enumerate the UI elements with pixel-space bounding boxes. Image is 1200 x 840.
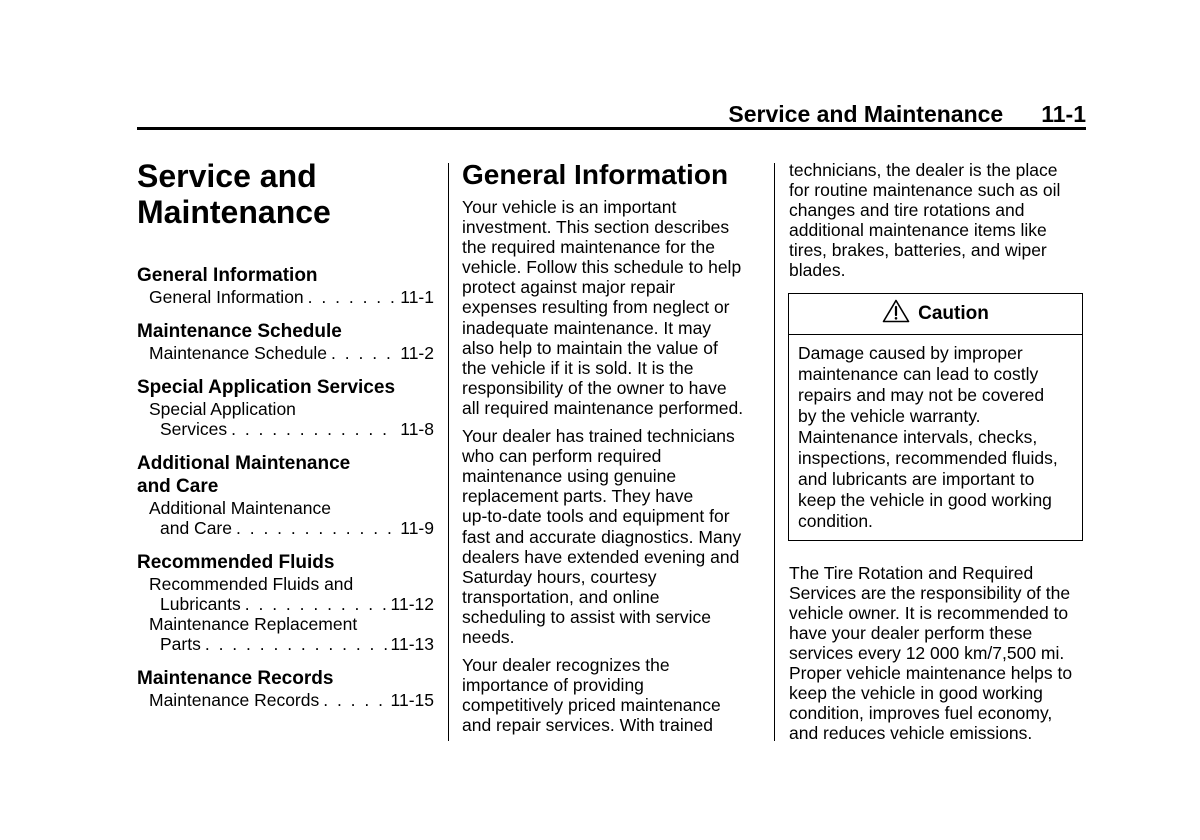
toc-entry[interactable]: [137, 498, 434, 538]
text-line: condition.: [798, 510, 873, 531]
text-line: Saturday hours, courtesy: [462, 566, 657, 587]
text-line: The Tire Rotation and Required: [789, 562, 1034, 583]
chapter-title-line: Service and: [137, 158, 317, 194]
toc-page-number: 11-12: [390, 594, 434, 614]
toc-heading[interactable]: General Information: [137, 265, 318, 286]
toc-section: [137, 452, 434, 538]
toc-heading[interactable]: and Care: [137, 476, 219, 497]
paragraph: [462, 426, 764, 647]
text-line: vehicle owner. It is recommended to: [789, 602, 1069, 623]
toc-entry-text: and Care: [160, 518, 232, 538]
text-line: changes and tire rotations and: [789, 200, 1025, 221]
text-line: blades.: [789, 260, 846, 281]
text-line: have your dealer perform these: [789, 622, 1033, 643]
text-line: tires, brakes, batteries, and wiper: [789, 240, 1047, 261]
text-line: scheduling to assist with service: [462, 606, 711, 627]
text-line: expenses resulting from neglect or: [462, 297, 730, 318]
text-line: the vehicle if it is sold. It is the: [462, 357, 694, 378]
toc-entry-line: [149, 287, 434, 307]
general-information-column: [462, 158, 764, 743]
toc-section: [137, 264, 434, 307]
toc-section: [137, 376, 434, 439]
text-line: inspections, recommended fluids,: [798, 447, 1058, 468]
dot-leader: [331, 343, 396, 363]
dot-leader: [231, 419, 396, 439]
header-rule: [137, 127, 1086, 130]
dot-leader: [323, 690, 386, 710]
toc-entry-text: Lubricants: [160, 594, 241, 614]
text-line: who can perform required: [462, 446, 662, 467]
dot-leader: [205, 634, 387, 654]
toc-section: [137, 320, 434, 363]
toc-entry-line: [149, 594, 434, 614]
toc-entry-text: Maintenance Replacement: [149, 614, 358, 634]
text-line: maintenance can lead to costly: [798, 363, 1039, 384]
text-line: responsibility of the owner to have: [462, 377, 727, 398]
right-column: [789, 160, 1089, 755]
toc-entry-line: [149, 518, 434, 538]
toc-entry[interactable]: [137, 399, 434, 439]
toc-entry[interactable]: [137, 614, 434, 654]
toc-page-number: 11-1: [400, 287, 434, 307]
toc-entry-text: Additional Maintenance: [149, 498, 331, 518]
toc-entry[interactable]: [137, 287, 434, 307]
text-line: Maintenance intervals, checks,: [798, 426, 1038, 447]
dot-leader: [236, 518, 396, 538]
text-line: condition, improves fuel economy,: [789, 703, 1053, 724]
text-line: for routine maintenance such as oil: [789, 180, 1061, 201]
text-line: dealers have extended evening and: [462, 546, 740, 567]
text-line: Your dealer has trained technicians: [462, 426, 735, 447]
text-line: services every 12 000 km/7,500 mi.: [789, 642, 1065, 663]
text-line: up-to-date tools and equipment for: [462, 506, 730, 527]
paragraph: [462, 655, 764, 735]
text-line: Your dealer recognizes the: [462, 655, 670, 676]
caution-body: [789, 335, 1082, 540]
toc-section: [137, 551, 434, 654]
column-divider: [774, 163, 775, 741]
text-line: keep the vehicle in good working: [789, 683, 1043, 704]
toc-entry[interactable]: [137, 690, 434, 710]
toc-entry-text: Maintenance Schedule: [149, 343, 328, 363]
section-title: General Information: [462, 159, 729, 190]
header-page-number: 11-1: [1041, 101, 1086, 127]
text-line: inadequate maintenance. It may: [462, 317, 712, 338]
header-title: Service and Maintenance: [728, 101, 1004, 127]
text-line: replacement parts. They have: [462, 486, 694, 507]
toc-entry-text: Parts: [160, 634, 201, 654]
text-line: protect against major repair: [462, 277, 676, 298]
text-line: also help to maintain the value of: [462, 337, 718, 358]
toc-entry-text: Services: [160, 419, 228, 439]
toc-entry-line: [149, 690, 434, 710]
text-line: maintenance using genuine: [462, 466, 677, 487]
text-line: technicians, the dealer is the place: [789, 160, 1058, 180]
text-line: Damage caused by improper: [798, 342, 1023, 363]
toc-page-number: 11-8: [400, 419, 434, 439]
paragraph: [789, 563, 1089, 744]
toc-heading[interactable]: Maintenance Records: [137, 668, 334, 689]
toc-entry[interactable]: [137, 343, 434, 363]
warning-triangle-icon: [882, 299, 910, 328]
caution-header: [789, 294, 1082, 335]
text-line: Services are the responsibility of the: [789, 582, 1071, 603]
toc-section: [137, 667, 434, 710]
toc-entry-line: [149, 419, 434, 439]
toc-entry-text: Maintenance Records: [149, 690, 320, 710]
text-line: additional maintenance items like: [789, 220, 1047, 241]
toc-page-number: 11-13: [390, 634, 434, 654]
toc-entry-text: General Information: [149, 287, 304, 307]
chapter-title: [137, 158, 331, 230]
toc-heading[interactable]: Special Application Services: [137, 377, 396, 398]
toc-heading[interactable]: Maintenance Schedule: [137, 321, 342, 342]
text-line: competitively priced maintenance: [462, 695, 721, 716]
text-line: and repair services. With trained: [462, 715, 713, 736]
paragraph: [462, 197, 764, 418]
text-line: investment. This section describes: [462, 217, 730, 238]
toc-page-number: 11-9: [400, 518, 434, 538]
caution-box: [788, 293, 1083, 541]
toc-entry-line: [149, 634, 434, 654]
table-of-contents: [137, 264, 434, 723]
dot-leader: [245, 594, 387, 614]
toc-entry-line: [149, 343, 434, 363]
chapter-title-line: Maintenance: [137, 194, 331, 230]
text-line: by the vehicle warranty.: [798, 405, 981, 426]
text-line: Your vehicle is an important: [462, 197, 677, 217]
text-line: vehicle. Follow this schedule to help: [462, 257, 742, 278]
text-line: Proper vehicle maintenance helps to: [789, 663, 1073, 684]
text-line: the required maintenance for the: [462, 237, 715, 258]
toc-entry-text: Special Application: [149, 399, 296, 419]
toc-heading[interactable]: Recommended Fluids: [137, 552, 335, 573]
toc-page-number: 11-2: [400, 343, 434, 363]
text-line: and lubricants are important to: [798, 468, 1035, 489]
text-line: repairs and may not be covered: [798, 384, 1045, 405]
text-line: importance of providing: [462, 675, 644, 696]
dot-leader: [308, 287, 397, 307]
text-line: keep the vehicle in good working: [798, 489, 1052, 510]
caution-label: Caution: [918, 302, 989, 324]
text-line: needs.: [462, 626, 515, 647]
text-line: all required maintenance performed.: [462, 397, 744, 418]
running-header: [700, 101, 1086, 128]
text-line: transportation, and online: [462, 586, 660, 607]
text-line: and reduces vehicle emissions.: [789, 723, 1033, 744]
toc-entry[interactable]: [137, 574, 434, 614]
toc-entry-text: Recommended Fluids and: [149, 574, 354, 594]
column-divider: [448, 163, 449, 741]
toc-page-number: 11-15: [390, 690, 434, 710]
text-line: fast and accurate diagnostics. Many: [462, 526, 742, 547]
toc-heading[interactable]: Additional Maintenance: [137, 453, 351, 474]
paragraph: [789, 160, 1089, 281]
